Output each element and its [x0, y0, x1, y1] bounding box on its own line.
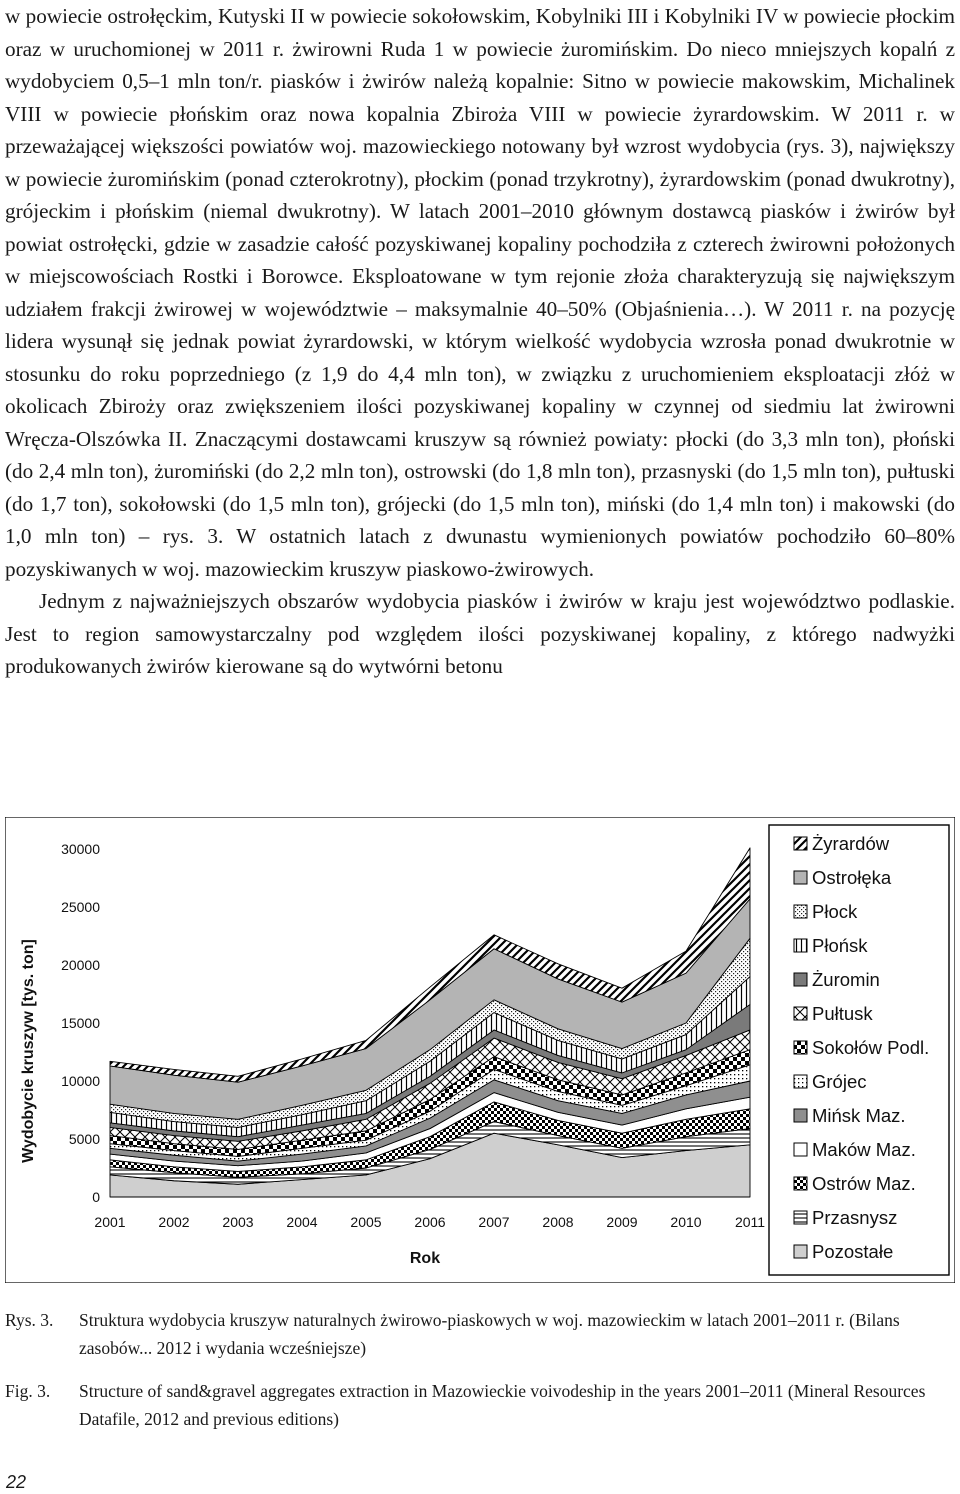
legend-label: Pozostałe	[812, 1241, 894, 1262]
legend-label: Maków Maz.	[812, 1139, 916, 1160]
y-tick-label: 20000	[61, 957, 100, 973]
legend-label: Pułtusk	[812, 1003, 873, 1024]
legend-label: Żuromin	[812, 969, 880, 990]
x-tick-label: 2002	[158, 1214, 190, 1230]
x-tick-label: 2010	[670, 1214, 702, 1230]
x-tick-label: 2008	[542, 1214, 574, 1230]
legend-swatch	[794, 905, 807, 918]
figure-3	[5, 817, 955, 1283]
body-text	[5, 0, 955, 683]
x-tick-label: 2011	[734, 1214, 766, 1230]
legend-swatch	[794, 1075, 807, 1088]
caption-en-label: Fig. 3.	[5, 1381, 51, 1401]
legend-label: Płońsk	[812, 935, 868, 956]
caption-pl-text: Struktura wydobycia kruszyw naturalnych żwirowo-piaskowych w woj. mazowieckim w latach 2001–2011 r. (Bilans zasobów... 2012 i wydania wcześniejsze)	[79, 1310, 900, 1358]
x-tick-label: 2004	[286, 1214, 318, 1230]
legend-swatch	[794, 1177, 807, 1190]
page-number: 22	[6, 1472, 27, 1492]
caption-en-text: Structure of sand&gravel aggregates extraction in Mazowieckie voivodeship in the years 2001–2011 (Mineral Resources Datafile, 2012 and previous editions)	[79, 1381, 926, 1429]
legend-swatch	[794, 1007, 807, 1020]
legend-swatch	[794, 1245, 807, 1258]
y-tick-label: 25000	[61, 899, 100, 915]
legend-swatch	[794, 1109, 807, 1122]
legend-label: Sokołów Podl.	[812, 1037, 930, 1058]
legend-label: Mińsk Maz.	[812, 1105, 906, 1126]
legend-swatch	[794, 973, 807, 986]
x-tick-label: 2006	[414, 1214, 446, 1230]
y-axis-title: Wydobycie kruszyw [tys. ton]	[20, 939, 37, 1163]
legend-label: Grójec	[812, 1071, 867, 1092]
y-tick-label: 30000	[61, 841, 100, 857]
legend-label: Żyrardów	[812, 833, 890, 854]
legend-swatch	[794, 1041, 807, 1054]
y-tick-label: 15000	[61, 1015, 100, 1031]
x-axis-title: Rok	[409, 1250, 441, 1267]
y-tick-label: 0	[92, 1189, 100, 1205]
legend-swatch	[794, 837, 807, 850]
area-chart	[5, 817, 955, 1283]
legend-label: Ostrów Maz.	[812, 1173, 916, 1194]
y-tick-label: 5000	[68, 1131, 100, 1147]
paragraph-2: Jednym z najważniejszych obszarów wydobycia piasków i żwirów w kraju jest województwo podlaskie. Jest to region samowystarczalny pod względem ilości pozyskiwanej kopaliny, z którego nadwyżki produkowanych żwirów kierowane są do wytwórni betonu	[5, 589, 955, 678]
y-tick-label: 10000	[61, 1073, 100, 1089]
legend-swatch	[794, 1211, 807, 1224]
caption-pl-label: Rys. 3.	[5, 1310, 54, 1330]
legend-swatch	[794, 1143, 807, 1156]
x-tick-label: 2007	[478, 1214, 510, 1230]
x-tick-label: 2003	[222, 1214, 254, 1230]
x-tick-label: 2009	[606, 1214, 638, 1230]
caption-pl	[5, 1306, 955, 1362]
legend-label: Płock	[812, 901, 858, 922]
legend-label: Przasnysz	[812, 1207, 898, 1228]
x-tick-label: 2005	[350, 1214, 382, 1230]
caption-en	[5, 1377, 955, 1433]
x-tick-label: 2001	[94, 1214, 126, 1230]
legend-swatch	[794, 939, 807, 952]
paragraph-1: w powiecie ostrołęckim, Kutyski II w powiecie sokołowskim, Kobylniki III i Kobylniki IV w powiecie płockim oraz w uruchomionej w 2011 r. żwirowni Ruda 1 w powiecie żuromińskim. Do nieco mniejszych kopalń z wydobyciem 0,5–1 mln ton/r. piasków i żwirów należą kopalnie: Sitno w powiecie makowskim, Michalinek VIII w powiecie płońskim oraz nowa kopalnia Zbiroża VIII w powiecie żyrardowskim. W 2011 r. w przeważającej większości powiatów woj. mazowieckiego notowany był wzrost wydobycia (rys. 3), największy w powiecie żuromińskim (ponad czterokrotny), płockim (ponad trzykrotny), żyrardowskim (ponad dwukrotny), grójeckim i płońskim (niemal dwukrotny). W latach 2001–2010 głównym dostawcą piasków i żwirów był powiat ostrołęcki, gdzie w zasadzie całość pozyskiwanej kopaliny pochodziła z czterech żwirowni położonych w miejscowościach Rostki i Borowce. Eksploatowane w tym rejonie złoża charakteryzują się największym udziałem frakcji żwirowej w województwie – maksymalnie 40–50% (Objaśnienia…). W 2011 r. na pozycję lidera wysunął się jednak powiat żyrardowski, w którym wielkość wydobycia wzrosła ponad dwukrotnie w stosunku do roku poprzedniego (z 1,9 do 4,4 mln ton), w związku z uruchomieniem eksploatacji złóż w okolicach Zbiroży oraz zwiększeniem ilości pozyskiwanej kopaliny w czynnej od siedmiu lat żwirowni Wręcza-Olszówka II. Znaczącymi dostawcami kruszyw są również powiaty: płocki (do 3,3 mln ton), płoński (do 2,4 mln ton), żuromiński (do 2,2 mln ton), ostrowski (do 1,8 mln ton), przasnyski (do 1,5 mln ton), pułtuski (do 1,7 ton), sokołowski (do 1,5 mln ton), grójecki (do 1,5 mln ton), miński (do 1,4 mln ton) i makowski (do 1,0 mln ton) – rys. 3. W ostatnich latach z dwunastu wymienionych powiatów pochodziło 60–80% pozyskiwanych w woj. mazowieckim kruszyw piaskowo-żwirowych.	[5, 4, 955, 581]
legend-swatch	[794, 871, 807, 884]
legend-label: Ostrołęka	[812, 867, 892, 888]
